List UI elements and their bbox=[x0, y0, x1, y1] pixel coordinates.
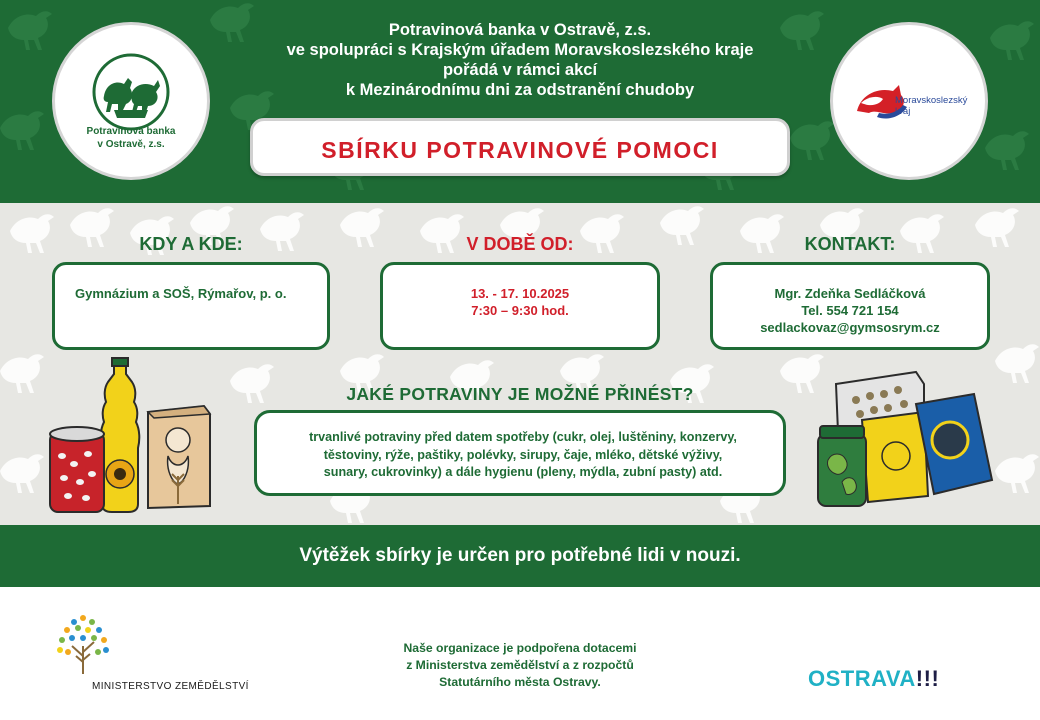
time-box bbox=[380, 262, 660, 350]
contact-phone: Tel. 554 721 154 bbox=[801, 303, 899, 318]
bean-can-icon bbox=[50, 432, 104, 512]
header-text bbox=[230, 20, 810, 100]
contact-heading: KONTAKT: bbox=[804, 234, 896, 254]
when-box bbox=[52, 262, 330, 350]
food-bank-logo-line2: v Ostravě, z.s. bbox=[97, 139, 165, 150]
oil-bottle-icon bbox=[101, 364, 140, 512]
food-illustration-right bbox=[812, 364, 998, 514]
food-list-box bbox=[254, 410, 786, 496]
time-dates: 13. - 17. 10.2025 bbox=[470, 286, 570, 301]
msk-region-logo bbox=[830, 22, 988, 180]
ostrava-logo bbox=[808, 666, 939, 692]
contact-email[interactable]: sedlackovaz@gymsosrym.cz bbox=[760, 320, 940, 335]
food-heading: JAKÉ POTRAVINY JE MOŽNÉ PŘINÉST? bbox=[346, 384, 694, 404]
header-line-1: Potravinová banka v Ostravě, z.s. bbox=[388, 21, 652, 39]
slogan-text: Výtěžek sbírky je určen pro potřebné lidi v nouzi. bbox=[299, 545, 741, 566]
support-text bbox=[355, 640, 685, 691]
contact-name: Mgr. Zdeňka Sedláčková bbox=[774, 286, 926, 301]
ministry-name: MINISTERSTVO ZEMĚDĚLSTVÍ bbox=[92, 681, 249, 692]
tea-box-icon bbox=[862, 412, 928, 502]
support-line-1: Naše organizace je podpořena dotacemi bbox=[403, 641, 637, 655]
header-line-2: ve spolupráci s Krajským úřadem Moravskoslezského kraje bbox=[286, 41, 754, 59]
food-illustration-left bbox=[44, 356, 220, 516]
contact-text bbox=[713, 285, 987, 336]
msk-logo-text bbox=[895, 95, 967, 117]
ostrava-bangs: !!! bbox=[915, 666, 940, 691]
time-heading: V DOBĚ OD: bbox=[466, 234, 574, 254]
ministry-tree-icon bbox=[48, 612, 118, 676]
support-line-3: Statutárního města Ostravy. bbox=[439, 675, 601, 689]
food-line-3: sunary, cukrovinky) a dále hygienu (pleny, mýdla, zubní pasty) atd. bbox=[323, 465, 723, 479]
msk-logo-line2: kraj bbox=[895, 106, 911, 117]
title-box bbox=[250, 118, 790, 176]
when-heading: KDY A KDE: bbox=[139, 234, 243, 254]
msk-logo-line1: Moravskoslezský bbox=[895, 95, 968, 106]
food-line-1: trvanlivé potraviny před datem spotřeby (cukr, olej, luštěniny, konzervy, bbox=[309, 430, 737, 444]
ostrava-word: OSTRAVA bbox=[808, 666, 916, 691]
when-place: Gymnázium a SOŠ, Rýmařov, p. o. bbox=[75, 286, 287, 301]
food-bank-logo bbox=[52, 22, 210, 180]
food-bank-logo-text bbox=[55, 125, 207, 151]
food-list-text bbox=[265, 429, 781, 482]
contact-box bbox=[710, 262, 990, 350]
food-bank-animals-icon bbox=[52, 22, 210, 180]
header-line-3: pořádá v rámci akcí bbox=[442, 61, 598, 79]
support-line-2: z Ministerstva zemědělství a z rozpočtů bbox=[406, 658, 634, 672]
header-line-4: k Mezinárodnímu dni za odstranění chudoby bbox=[345, 81, 695, 99]
slogan-band bbox=[0, 525, 1040, 587]
time-hours: 7:30 – 9:30 hod. bbox=[471, 303, 569, 318]
header-band bbox=[0, 0, 1040, 203]
food-bank-logo-line1: Potravinová banka bbox=[86, 126, 176, 137]
time-text bbox=[383, 285, 657, 319]
food-line-2: těstoviny, rýže, paštiky, polévky, sirupy, čaje, mléko, dětské výživy, bbox=[323, 447, 723, 462]
page-title: SBÍRKU POTRAVINOVÉ POMOCI bbox=[321, 137, 719, 163]
